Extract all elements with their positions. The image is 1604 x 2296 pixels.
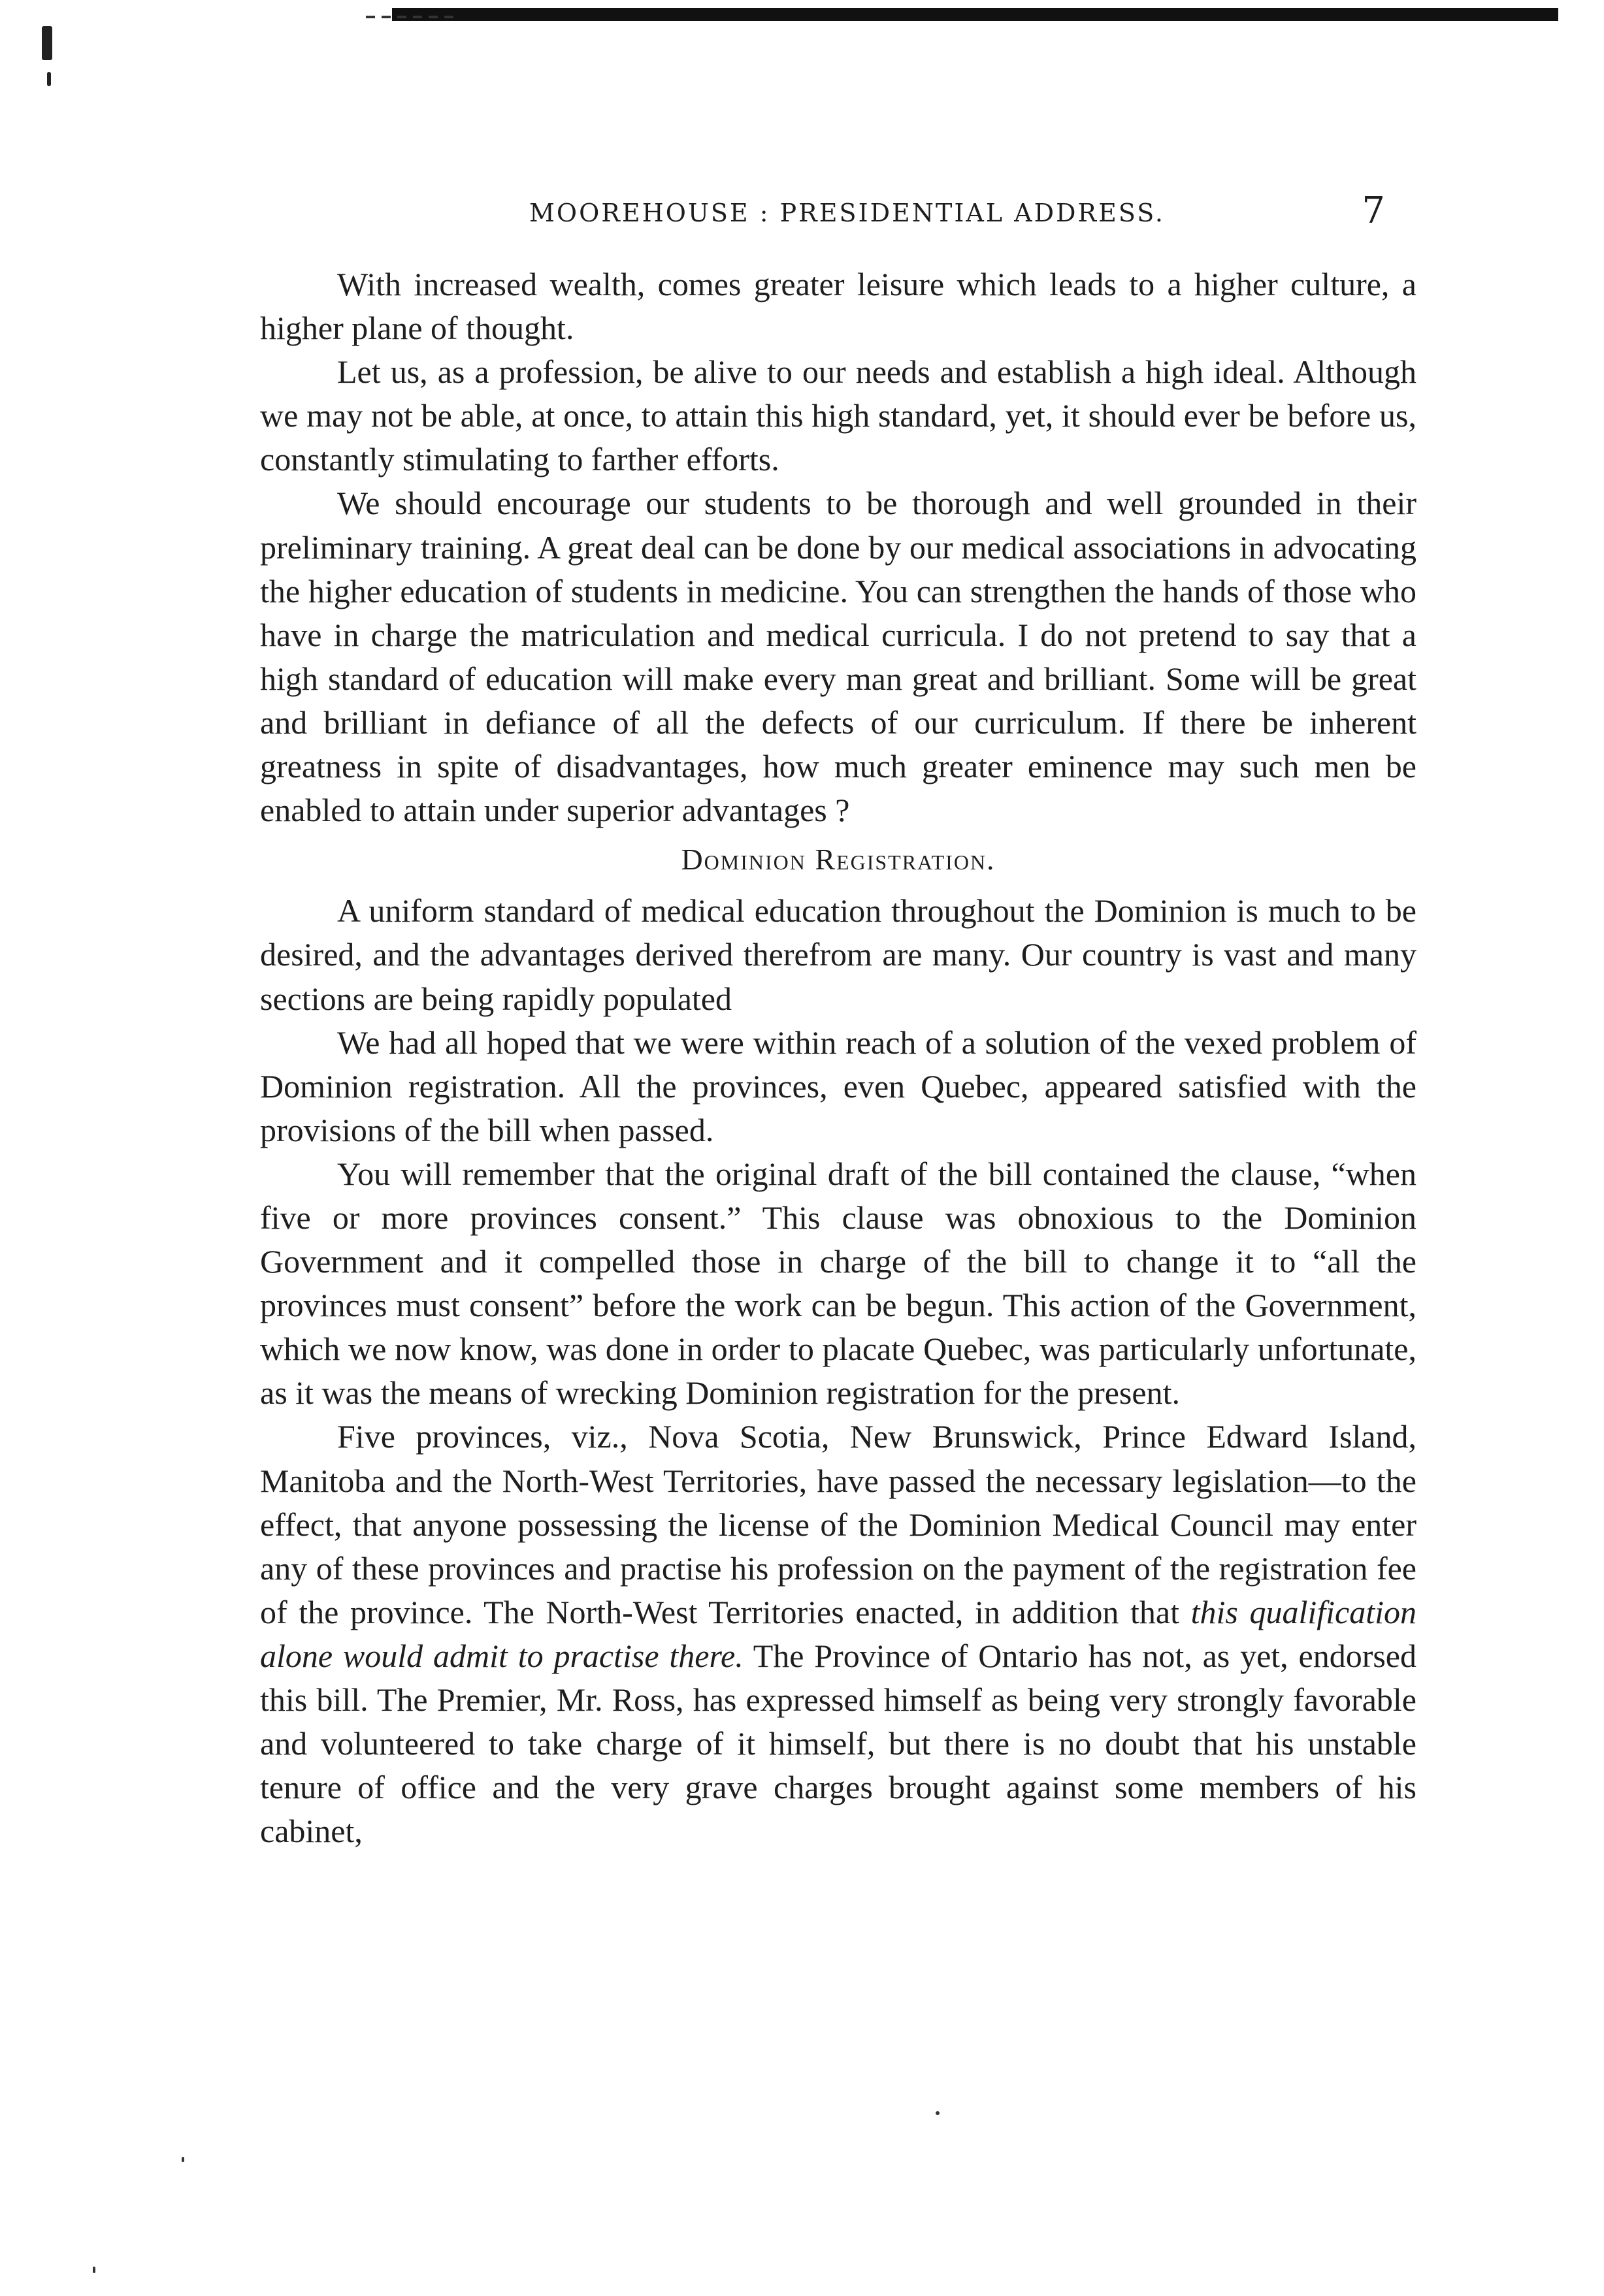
scan-speck bbox=[93, 2267, 95, 2273]
paragraph-7 bbox=[260, 1415, 1416, 1853]
paragraph-7-end: The Province of Ontario has not, as yet, endorsed this bill. The Premier, Mr. Ross, has expressed himself as being very strongly favorable and volunteered to take charge of it himself, but there is no doubt that his unstable tenure of office and the very grave charges brought against some members of his cabinet, bbox=[260, 1637, 1416, 1850]
paragraph-1: With increased wealth, comes greater leisure which leads to a higher culture, a higher plane of thought. bbox=[260, 266, 1416, 347]
top-border-rule-fade bbox=[366, 16, 457, 18]
scan-speck bbox=[936, 2111, 940, 2115]
scan-speck bbox=[182, 2157, 184, 2162]
top-border-rule bbox=[392, 8, 1558, 21]
paragraph-6: You will remember that the original draft of the bill contained the clause, “when five or more provinces consent.” This clause was obnoxious to the Dominion Government and it compelled those in charge of the bill to change it to “all the provinces must consent” before the work can be begun. This action of the Government, which we now know, was done in order to placate Quebec, was particularly unfortunate, as it was the means of wrecking Dominion registration for the present. bbox=[260, 1155, 1416, 1412]
section-heading: Dominion Registration. bbox=[681, 843, 996, 877]
body-text bbox=[260, 263, 1416, 1853]
paragraph-7-start: Five provinces, viz., Nova Scotia, New Brunswick, Prince Edward Island, Manitoba and the North-West Territories, have passed the necessary legislation—to the effect, that anyone possessing the license of the Dominion Medical Council may enter any of these provinces and practise his profession on the payment of the registration fee of the province. The North-West Territories enacted, in addition that bbox=[260, 1418, 1416, 1630]
page-number: 7 bbox=[1362, 189, 1385, 232]
left-edge-mark-small bbox=[47, 72, 51, 86]
paragraph-2: Let us, as a profession, be alive to our needs and establish a high ideal. Although we may not be able, at once, to attain this high standard, yet, it should ever be before us, constantly stimulating to farther efforts. bbox=[260, 353, 1416, 478]
left-edge-mark bbox=[42, 26, 52, 60]
paragraph-3: We should encourage our students to be thorough and well grounded in their preliminary training. A great deal can be done by our medical associations in advocating the higher education of students in medicine. You can strengthen the hands of those who have in charge the matriculation and medical curricula. I do not pretend to say that a high standard of education will make every man great and brilliant. Some will be great and brilliant in defiance of all the defects of our curriculum. If there be inherent greatness in spite of disadvantages, how much greater eminence may such men be enabled to attain under superior advantages ? bbox=[260, 485, 1416, 829]
paragraph-4: A uniform standard of medical education throughout the Dominion is much to be desired, and the advantages derived therefrom are many. Our country is vast and many sections are being rapidly populated bbox=[260, 892, 1416, 1017]
paragraph-5: We had all hoped that we were within reach of a solution of the vexed problem of Dominion registration. All the provinces, even Quebec, appeared satisfied with the provisions of the bill when passed. bbox=[260, 1024, 1416, 1148]
running-head-title: MOOREHOUSE : PRESIDENTIAL ADDRESS. bbox=[529, 199, 1165, 227]
paragraph-7-italic: this qualification alone would admit to practise there. bbox=[260, 1593, 1416, 1674]
running-head bbox=[261, 189, 1424, 242]
